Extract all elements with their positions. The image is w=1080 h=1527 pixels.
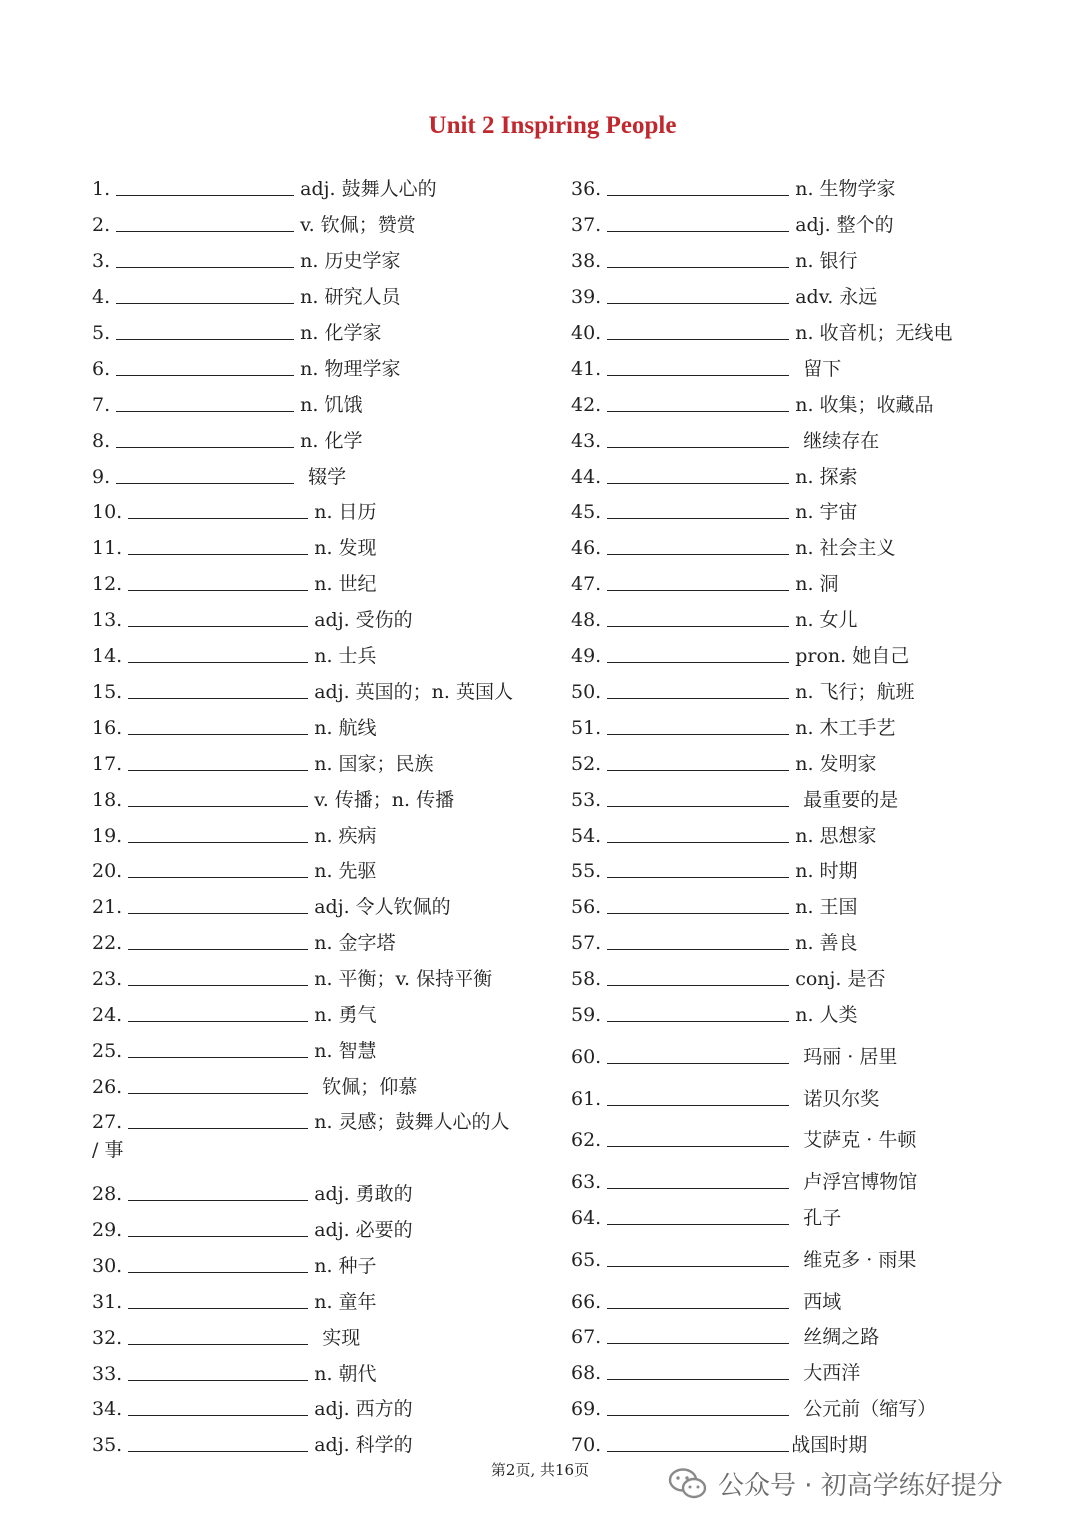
item-number: 17. <box>92 753 123 775</box>
item-number: 23. <box>92 968 123 990</box>
item-number: 5. <box>92 322 111 344</box>
answer-blank[interactable] <box>607 1188 789 1189</box>
answer-blank[interactable] <box>116 483 294 484</box>
answer-blank[interactable] <box>607 662 789 663</box>
item-number: 4. <box>92 286 111 308</box>
item-number: 38. <box>571 250 602 272</box>
item-number: 26. <box>92 1076 123 1098</box>
item-number: 70. <box>571 1434 602 1456</box>
item-gloss: n. 发明家 <box>795 753 877 775</box>
answer-blank[interactable] <box>116 231 294 232</box>
item-number: 2. <box>92 214 111 236</box>
vocab-item <box>92 852 377 882</box>
item-number: 35. <box>92 1434 123 1456</box>
answer-blank[interactable] <box>128 662 308 663</box>
item-number: 8. <box>92 430 111 452</box>
vocab-item <box>92 1032 377 1062</box>
answer-blank[interactable] <box>116 447 294 448</box>
item-gloss: 继续存在 <box>803 430 880 452</box>
vocab-item <box>92 1175 413 1205</box>
vocab-item <box>92 924 396 954</box>
item-gloss: n. 宇宙 <box>795 501 858 523</box>
answer-blank[interactable] <box>607 411 789 412</box>
vocab-item <box>92 1319 360 1349</box>
item-number: 11. <box>92 537 123 559</box>
vocab-item <box>571 637 909 667</box>
vocab-item <box>571 817 877 847</box>
answer-blank[interactable] <box>607 626 789 627</box>
item-number: 9. <box>92 466 111 488</box>
answer-blank[interactable] <box>128 590 308 591</box>
vocab-item <box>571 170 896 200</box>
item-gloss: n. 历史学家 <box>300 250 401 272</box>
answer-blank[interactable] <box>128 913 308 914</box>
item-gloss: n. 士兵 <box>314 645 377 667</box>
answer-blank[interactable] <box>128 626 308 627</box>
item-gloss: 维克多 · 雨果 <box>803 1249 917 1271</box>
item-number: 20. <box>92 860 123 882</box>
item-gloss: adj. 勇敢的 <box>314 1183 413 1205</box>
page-footer: 第2页, 共16页 <box>490 1461 590 1479</box>
item-number: 18. <box>92 789 123 811</box>
item-number: 13. <box>92 609 123 631</box>
answer-blank[interactable] <box>607 1415 789 1416</box>
item-gloss: n. 生物学家 <box>795 178 896 200</box>
answer-blank[interactable] <box>116 195 294 196</box>
item-gloss: v. 传播；n. 传播 <box>314 789 455 811</box>
vocab-item <box>571 745 877 775</box>
vocab-item <box>571 1354 860 1384</box>
item-gloss: adv. 永远 <box>795 286 878 308</box>
answer-blank[interactable] <box>116 375 294 376</box>
item-number: 62. <box>571 1129 602 1151</box>
vocab-item <box>92 1068 417 1098</box>
item-gloss: 实现 <box>322 1327 361 1349</box>
vocab-item <box>92 601 413 631</box>
item-gloss: 战国时期 <box>791 1434 868 1456</box>
vocab-item <box>571 1390 936 1420</box>
answer-blank[interactable] <box>607 1343 789 1344</box>
item-number: 6. <box>92 358 111 380</box>
answer-blank[interactable] <box>607 231 789 232</box>
answer-blank[interactable] <box>607 554 789 555</box>
item-number: 39. <box>571 286 602 308</box>
item-number: 24. <box>92 1004 123 1026</box>
item-number: 67. <box>571 1326 602 1348</box>
answer-blank[interactable] <box>128 985 308 986</box>
item-gloss: n. 思想家 <box>795 825 877 847</box>
item-gloss: n. 时期 <box>795 860 858 882</box>
item-gloss: 留下 <box>803 358 842 380</box>
item-number: 48. <box>571 609 602 631</box>
item-gloss: 辍学 <box>308 466 347 488</box>
vocab-item <box>92 206 416 236</box>
vocab-item <box>92 673 513 703</box>
answer-blank[interactable] <box>607 1266 789 1267</box>
item-number: 1. <box>92 178 111 200</box>
answer-blank[interactable] <box>607 913 789 914</box>
vocab-item <box>571 960 886 990</box>
item-gloss: n. 女儿 <box>795 609 858 631</box>
item-number: 45. <box>571 501 602 523</box>
item-number: 53. <box>571 789 602 811</box>
item-gloss: n. 探索 <box>795 466 858 488</box>
answer-blank[interactable] <box>607 195 789 196</box>
wechat-icon <box>668 1467 708 1501</box>
item-number: 40. <box>571 322 602 344</box>
item-number: 49. <box>571 645 602 667</box>
item-gloss: n. 银行 <box>795 250 858 272</box>
vocab-item <box>571 386 934 416</box>
vocab-item <box>92 888 451 918</box>
answer-blank[interactable] <box>607 770 789 771</box>
item-gloss: n. 金字塔 <box>314 932 396 954</box>
vocab-item <box>92 637 377 667</box>
item-gloss: n. 朝代 <box>314 1363 377 1385</box>
answer-blank[interactable] <box>607 949 789 950</box>
item-number: 16. <box>92 717 123 739</box>
item-gloss: n. 发现 <box>314 537 377 559</box>
watermark <box>668 1465 1003 1502</box>
item-number: 55. <box>571 860 602 882</box>
vocab-item <box>92 529 377 559</box>
vocab-item <box>92 709 377 739</box>
item-number: 37. <box>571 214 602 236</box>
vocab-item <box>571 1199 841 1229</box>
vocab-item <box>92 960 492 990</box>
vocab-item <box>571 493 858 523</box>
answer-blank[interactable] <box>128 1128 308 1129</box>
answer-blank[interactable] <box>607 590 789 591</box>
vocab-item <box>92 242 400 272</box>
answer-blank[interactable] <box>607 1063 789 1064</box>
page-title: Unit 2 Inspiring People <box>428 112 677 139</box>
item-gloss: 艾萨克 · 牛顿 <box>803 1129 917 1151</box>
answer-blank[interactable] <box>128 1021 308 1022</box>
item-number: 3. <box>92 250 111 272</box>
item-number: 14. <box>92 645 123 667</box>
item-gloss: n. 飞行；航班 <box>795 681 915 703</box>
item-number: 31. <box>92 1291 123 1313</box>
vocab-item <box>92 170 437 200</box>
vocab-item <box>571 1121 916 1151</box>
item-gloss: 丝绸之路 <box>803 1326 880 1348</box>
watermark-text: 公众号 · 初高学练好提分 <box>718 1471 1003 1501</box>
answer-blank[interactable] <box>128 1380 308 1381</box>
item-gloss: n. 木工手艺 <box>795 717 896 739</box>
item-number: 51. <box>571 717 602 739</box>
item-gloss: n. 化学 <box>300 430 363 452</box>
vocab-item <box>571 565 839 595</box>
item-gloss: n. 日历 <box>314 501 377 523</box>
answer-blank[interactable] <box>128 698 308 699</box>
vocab-item <box>571 350 841 380</box>
answer-blank[interactable] <box>128 1272 308 1273</box>
answer-blank[interactable] <box>607 985 789 986</box>
vocab-item <box>571 1163 917 1193</box>
item-gloss: adj. 英国的；n. 英国人 <box>314 681 513 703</box>
item-gloss: n. 疾病 <box>314 825 377 847</box>
item-gloss: conj. 是否 <box>795 968 886 990</box>
gloss-continuation: / 事 <box>92 1139 124 1161</box>
item-gloss: n. 化学家 <box>300 322 382 344</box>
vocab-item <box>571 1426 867 1456</box>
vocab-item <box>571 242 858 272</box>
item-number: 44. <box>571 466 602 488</box>
answer-blank[interactable] <box>607 698 789 699</box>
vocab-item <box>571 1038 897 1068</box>
item-number: 10. <box>92 501 123 523</box>
vocab-item <box>92 996 377 1026</box>
item-number: 33. <box>92 1363 123 1385</box>
item-number: 50. <box>571 681 602 703</box>
answer-blank[interactable] <box>607 518 789 519</box>
answer-blank[interactable] <box>128 1057 308 1058</box>
vocab-item <box>571 1080 879 1110</box>
answer-blank[interactable] <box>607 1105 789 1106</box>
item-number: 54. <box>571 825 602 847</box>
answer-blank[interactable] <box>116 267 294 268</box>
item-number: 7. <box>92 394 111 416</box>
answer-blank[interactable] <box>607 375 789 376</box>
item-gloss: n. 航线 <box>314 717 377 739</box>
answer-blank[interactable] <box>607 877 789 878</box>
answer-blank[interactable] <box>607 447 789 448</box>
answer-blank[interactable] <box>607 339 789 340</box>
item-gloss: 诺贝尔奖 <box>803 1088 880 1110</box>
item-number: 34. <box>92 1398 123 1420</box>
answer-blank[interactable] <box>128 1308 308 1309</box>
item-gloss: adj. 鼓舞人心的 <box>300 178 437 200</box>
vocab-item <box>92 314 381 344</box>
item-number: 30. <box>92 1255 123 1277</box>
vocab-item <box>571 529 896 559</box>
vocab-item <box>92 1426 413 1456</box>
vocab-item <box>92 350 400 380</box>
vocab-item <box>92 278 400 308</box>
answer-blank[interactable] <box>128 734 308 735</box>
answer-blank[interactable] <box>607 1379 789 1380</box>
vocab-item <box>571 888 858 918</box>
item-number: 36. <box>571 178 602 200</box>
answer-blank[interactable] <box>116 303 294 304</box>
answer-blank[interactable] <box>128 554 308 555</box>
item-gloss: n. 世纪 <box>314 573 377 595</box>
item-gloss: 玛丽 · 居里 <box>803 1046 898 1068</box>
item-gloss: n. 先驱 <box>314 860 377 882</box>
answer-blank[interactable] <box>128 842 308 843</box>
item-gloss: n. 勇气 <box>314 1004 377 1026</box>
item-gloss: n. 社会主义 <box>795 537 896 559</box>
item-number: 22. <box>92 932 123 954</box>
vocab-item <box>571 206 894 236</box>
item-number: 47. <box>571 573 602 595</box>
item-gloss: 卢浮宫博物馆 <box>803 1171 918 1193</box>
item-number: 25. <box>92 1040 123 1062</box>
answer-blank[interactable] <box>607 1308 789 1309</box>
answer-blank[interactable] <box>128 1093 308 1094</box>
item-number: 56. <box>571 896 602 918</box>
item-gloss: n. 人类 <box>795 1004 858 1026</box>
item-gloss: 西域 <box>803 1291 842 1313</box>
vocab-item <box>92 422 362 452</box>
vocab-item <box>571 1318 879 1348</box>
answer-blank[interactable] <box>116 339 294 340</box>
item-number: 43. <box>571 430 602 452</box>
vocab-item <box>92 1103 510 1133</box>
item-number: 15. <box>92 681 123 703</box>
item-number: 60. <box>571 1046 602 1068</box>
vocab-item <box>571 709 896 739</box>
item-number: 63. <box>571 1171 602 1193</box>
vocab-item <box>571 781 898 811</box>
item-gloss: adj. 受伤的 <box>314 609 413 631</box>
item-gloss: adj. 令人钦佩的 <box>314 896 451 918</box>
item-number: 41. <box>571 358 602 380</box>
item-gloss: n. 种子 <box>314 1255 377 1277</box>
item-gloss: n. 洞 <box>795 573 839 595</box>
vocab-item <box>92 1390 413 1420</box>
item-number: 19. <box>92 825 123 847</box>
item-gloss: pron. 她自己 <box>795 645 910 667</box>
item-number: 32. <box>92 1327 123 1349</box>
item-gloss: adj. 整个的 <box>795 214 894 236</box>
answer-blank[interactable] <box>128 1415 308 1416</box>
answer-blank[interactable] <box>607 303 789 304</box>
vocab-item <box>571 924 858 954</box>
item-number: 68. <box>571 1362 602 1384</box>
item-number: 59. <box>571 1004 602 1026</box>
answer-blank[interactable] <box>128 770 308 771</box>
item-number: 12. <box>92 573 123 595</box>
vocab-item <box>571 852 858 882</box>
item-number: 61. <box>571 1088 602 1110</box>
answer-blank[interactable] <box>607 806 789 807</box>
item-number: 57. <box>571 932 602 954</box>
vocab-item <box>92 745 434 775</box>
vocab-item <box>571 996 858 1026</box>
vocab-item <box>92 817 377 847</box>
item-gloss: n. 平衡；v. 保持平衡 <box>314 968 493 990</box>
vocab-item <box>92 1283 377 1313</box>
vocab-item <box>571 278 877 308</box>
item-gloss: adj. 科学的 <box>314 1434 413 1456</box>
item-gloss: n. 善良 <box>795 932 858 954</box>
answer-blank[interactable] <box>607 842 789 843</box>
answer-blank[interactable] <box>128 1236 308 1237</box>
item-number: 69. <box>571 1398 602 1420</box>
item-number: 42. <box>571 394 602 416</box>
vocab-item <box>571 601 858 631</box>
vocab-item <box>92 781 454 811</box>
item-gloss: n. 王国 <box>795 896 858 918</box>
item-gloss: adj. 西方的 <box>314 1398 413 1420</box>
item-gloss: n. 童年 <box>314 1291 377 1313</box>
item-gloss: adj. 必要的 <box>314 1219 413 1241</box>
item-gloss: n. 饥饿 <box>300 394 363 416</box>
item-number: 27. <box>92 1111 123 1133</box>
item-gloss: 钦佩；仰慕 <box>322 1076 418 1098</box>
vocab-item <box>571 458 858 488</box>
answer-blank[interactable] <box>128 1200 308 1201</box>
item-gloss: n. 物理学家 <box>300 358 401 380</box>
item-gloss: 大西洋 <box>803 1362 861 1384</box>
item-gloss: n. 国家；民族 <box>314 753 434 775</box>
answer-blank[interactable] <box>607 483 789 484</box>
vocab-item <box>92 1355 377 1385</box>
answer-blank[interactable] <box>116 411 294 412</box>
item-number: 52. <box>571 753 602 775</box>
answer-blank[interactable] <box>607 1146 789 1147</box>
answer-blank[interactable] <box>607 1451 789 1452</box>
answer-blank[interactable] <box>607 1224 789 1225</box>
item-number: 46. <box>571 537 602 559</box>
vocab-item <box>571 1241 916 1271</box>
answer-blank[interactable] <box>128 949 308 950</box>
answer-blank[interactable] <box>128 1451 308 1452</box>
vocab-item <box>571 1283 841 1313</box>
vocab-item <box>92 458 346 488</box>
item-number: 65. <box>571 1249 602 1271</box>
item-number: 29. <box>92 1219 123 1241</box>
answer-blank[interactable] <box>128 1344 308 1345</box>
item-gloss: 最重要的是 <box>803 789 899 811</box>
item-gloss: 孔子 <box>803 1207 842 1229</box>
item-number: 28. <box>92 1183 123 1205</box>
answer-blank[interactable] <box>607 734 789 735</box>
vocab-item <box>571 422 879 452</box>
vocab-item <box>92 1247 377 1277</box>
vocab-item <box>571 314 953 344</box>
item-gloss: n. 收集；收藏品 <box>795 394 934 416</box>
item-number: 64. <box>571 1207 602 1229</box>
vocab-item <box>92 565 377 595</box>
item-number: 66. <box>571 1291 602 1313</box>
vocab-item <box>92 1211 413 1241</box>
item-gloss: 公元前（缩写） <box>803 1398 937 1420</box>
answer-blank[interactable] <box>128 806 308 807</box>
vocab-item <box>571 673 915 703</box>
answer-blank[interactable] <box>128 518 308 519</box>
item-gloss: n. 收音机；无线电 <box>795 322 953 344</box>
item-gloss: n. 灵感；鼓舞人心的人 <box>314 1111 510 1133</box>
item-gloss: v. 钦佩；赞赏 <box>300 214 416 236</box>
vocab-item <box>92 386 362 416</box>
answer-blank[interactable] <box>607 1021 789 1022</box>
item-gloss: n. 研究人员 <box>300 286 401 308</box>
vocab-item <box>92 493 377 523</box>
answer-blank[interactable] <box>607 267 789 268</box>
item-number: 58. <box>571 968 602 990</box>
item-number: 21. <box>92 896 123 918</box>
item-gloss: n. 智慧 <box>314 1040 377 1062</box>
answer-blank[interactable] <box>128 877 308 878</box>
